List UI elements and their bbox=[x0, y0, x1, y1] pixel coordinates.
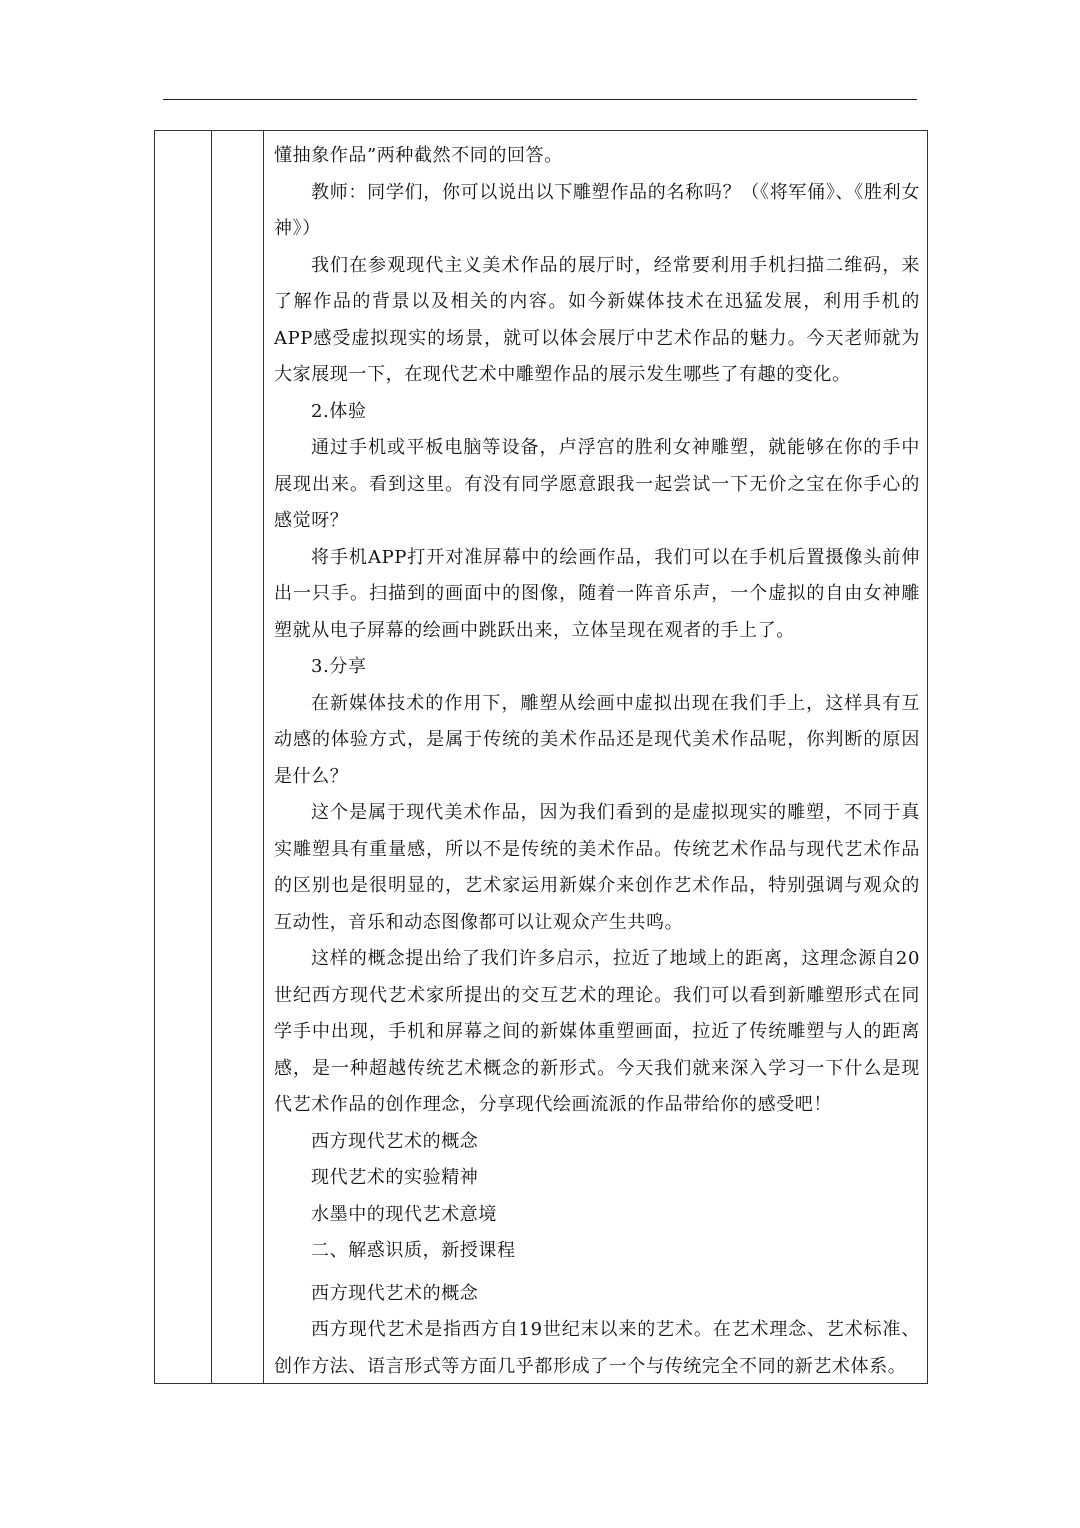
paragraph: 在新媒体技术的作用下，雕塑从绘画中虚拟出现在我们手上，这样具有互动感的体验方式，是属于传统的美术作品还是现代美术作品呢，你判断的原因是什么？ bbox=[274, 692, 920, 787]
paragraph: 我们在参观现代主义美术作品的展厅时，经常要利用手机扫描二维码，来了解作品的背景以及相关的内容。如今新媒体技术在迅猛发展，利用手机的APP感受虚拟现实的场景，就可以体会展厅中艺术作品的魅力。今天老师就为大家展现一下，在现代艺术中雕塑作品的展示发生哪些了有趣的变化。 bbox=[274, 254, 920, 385]
topic-item: 西方现代艺术的概念 bbox=[311, 1130, 479, 1152]
table-column-divider-1 bbox=[211, 131, 212, 1383]
paragraph: 这个是属于现代美术作品，因为我们看到的是虚拟现实的雕塑，不同于真实雕塑具有重量感，所以不是传统的美术作品。传统艺术作品与现代艺术作品的区别也是很明显的，艺术家运用新媒介来创作艺术作品，特别强调与观众的互动性，音乐和动态图像都可以让观众产生共鸣。 bbox=[274, 802, 920, 933]
subsection-heading: 西方现代艺术的概念 bbox=[311, 1282, 479, 1304]
paragraph: 通过手机或平板电脑等设备，卢浮宫的胜利女神雕塑，就能够在你的手中展现出来。看到这里。有没有同学愿意跟我一起尝试一下无价之宝在你手心的感觉呀？ bbox=[274, 437, 920, 531]
paragraph: 这样的概念提出给了我们许多启示，拉近了地域上的距离，这理念源自20世纪西方现代艺术家所提出的交互艺术的理论。我们可以看到新雕塑形式在同学手中出现，手机和屏幕之间的新媒体重塑画面，拉近了传统雕塑与人的距离感，是一种超越传统艺术概念的新形式。今天我们就来深入学习一下什么是现代艺术作品的创作理念，分享现代绘画流派的作品带给你的感受吧！ bbox=[274, 948, 920, 1115]
section-heading: 二、解惑识质，新授课程 bbox=[311, 1240, 516, 1261]
topic-item: 现代艺术的实验精神 bbox=[311, 1167, 479, 1188]
lesson-content-cell bbox=[274, 138, 920, 1385]
topic-item: 水墨中的现代艺术意境 bbox=[311, 1203, 497, 1225]
paragraph: 将手机APP打开对准屏幕中的绘画作品，我们可以在手机后置摄像头前伸出一只手。扫描到的画面中的图像，随着一阵音乐声，一个虚拟的自由女神雕塑就从电子屏幕的绘画中跳跃出来，立体呈现在观者的手上了。 bbox=[274, 546, 920, 641]
section-heading: 2.体验 bbox=[311, 400, 367, 422]
header-rule bbox=[163, 99, 917, 100]
section-heading: 3.分享 bbox=[311, 656, 367, 677]
paragraph: 西方现代艺术是指西方自19世纪末以来的艺术。在艺术理念、艺术标准、创作方法、语言形式等方面几乎都形成了一个与传统完全不同的新艺术体系。 bbox=[274, 1319, 920, 1377]
paragraph: 教师：同学们，你可以说出以下雕塑作品的名称吗？（《将军俑》、《胜利女神》） bbox=[274, 181, 920, 239]
table-column-divider-2 bbox=[263, 131, 264, 1383]
paragraph: 懂抽象作品”两种截然不同的回答。 bbox=[274, 145, 563, 166]
